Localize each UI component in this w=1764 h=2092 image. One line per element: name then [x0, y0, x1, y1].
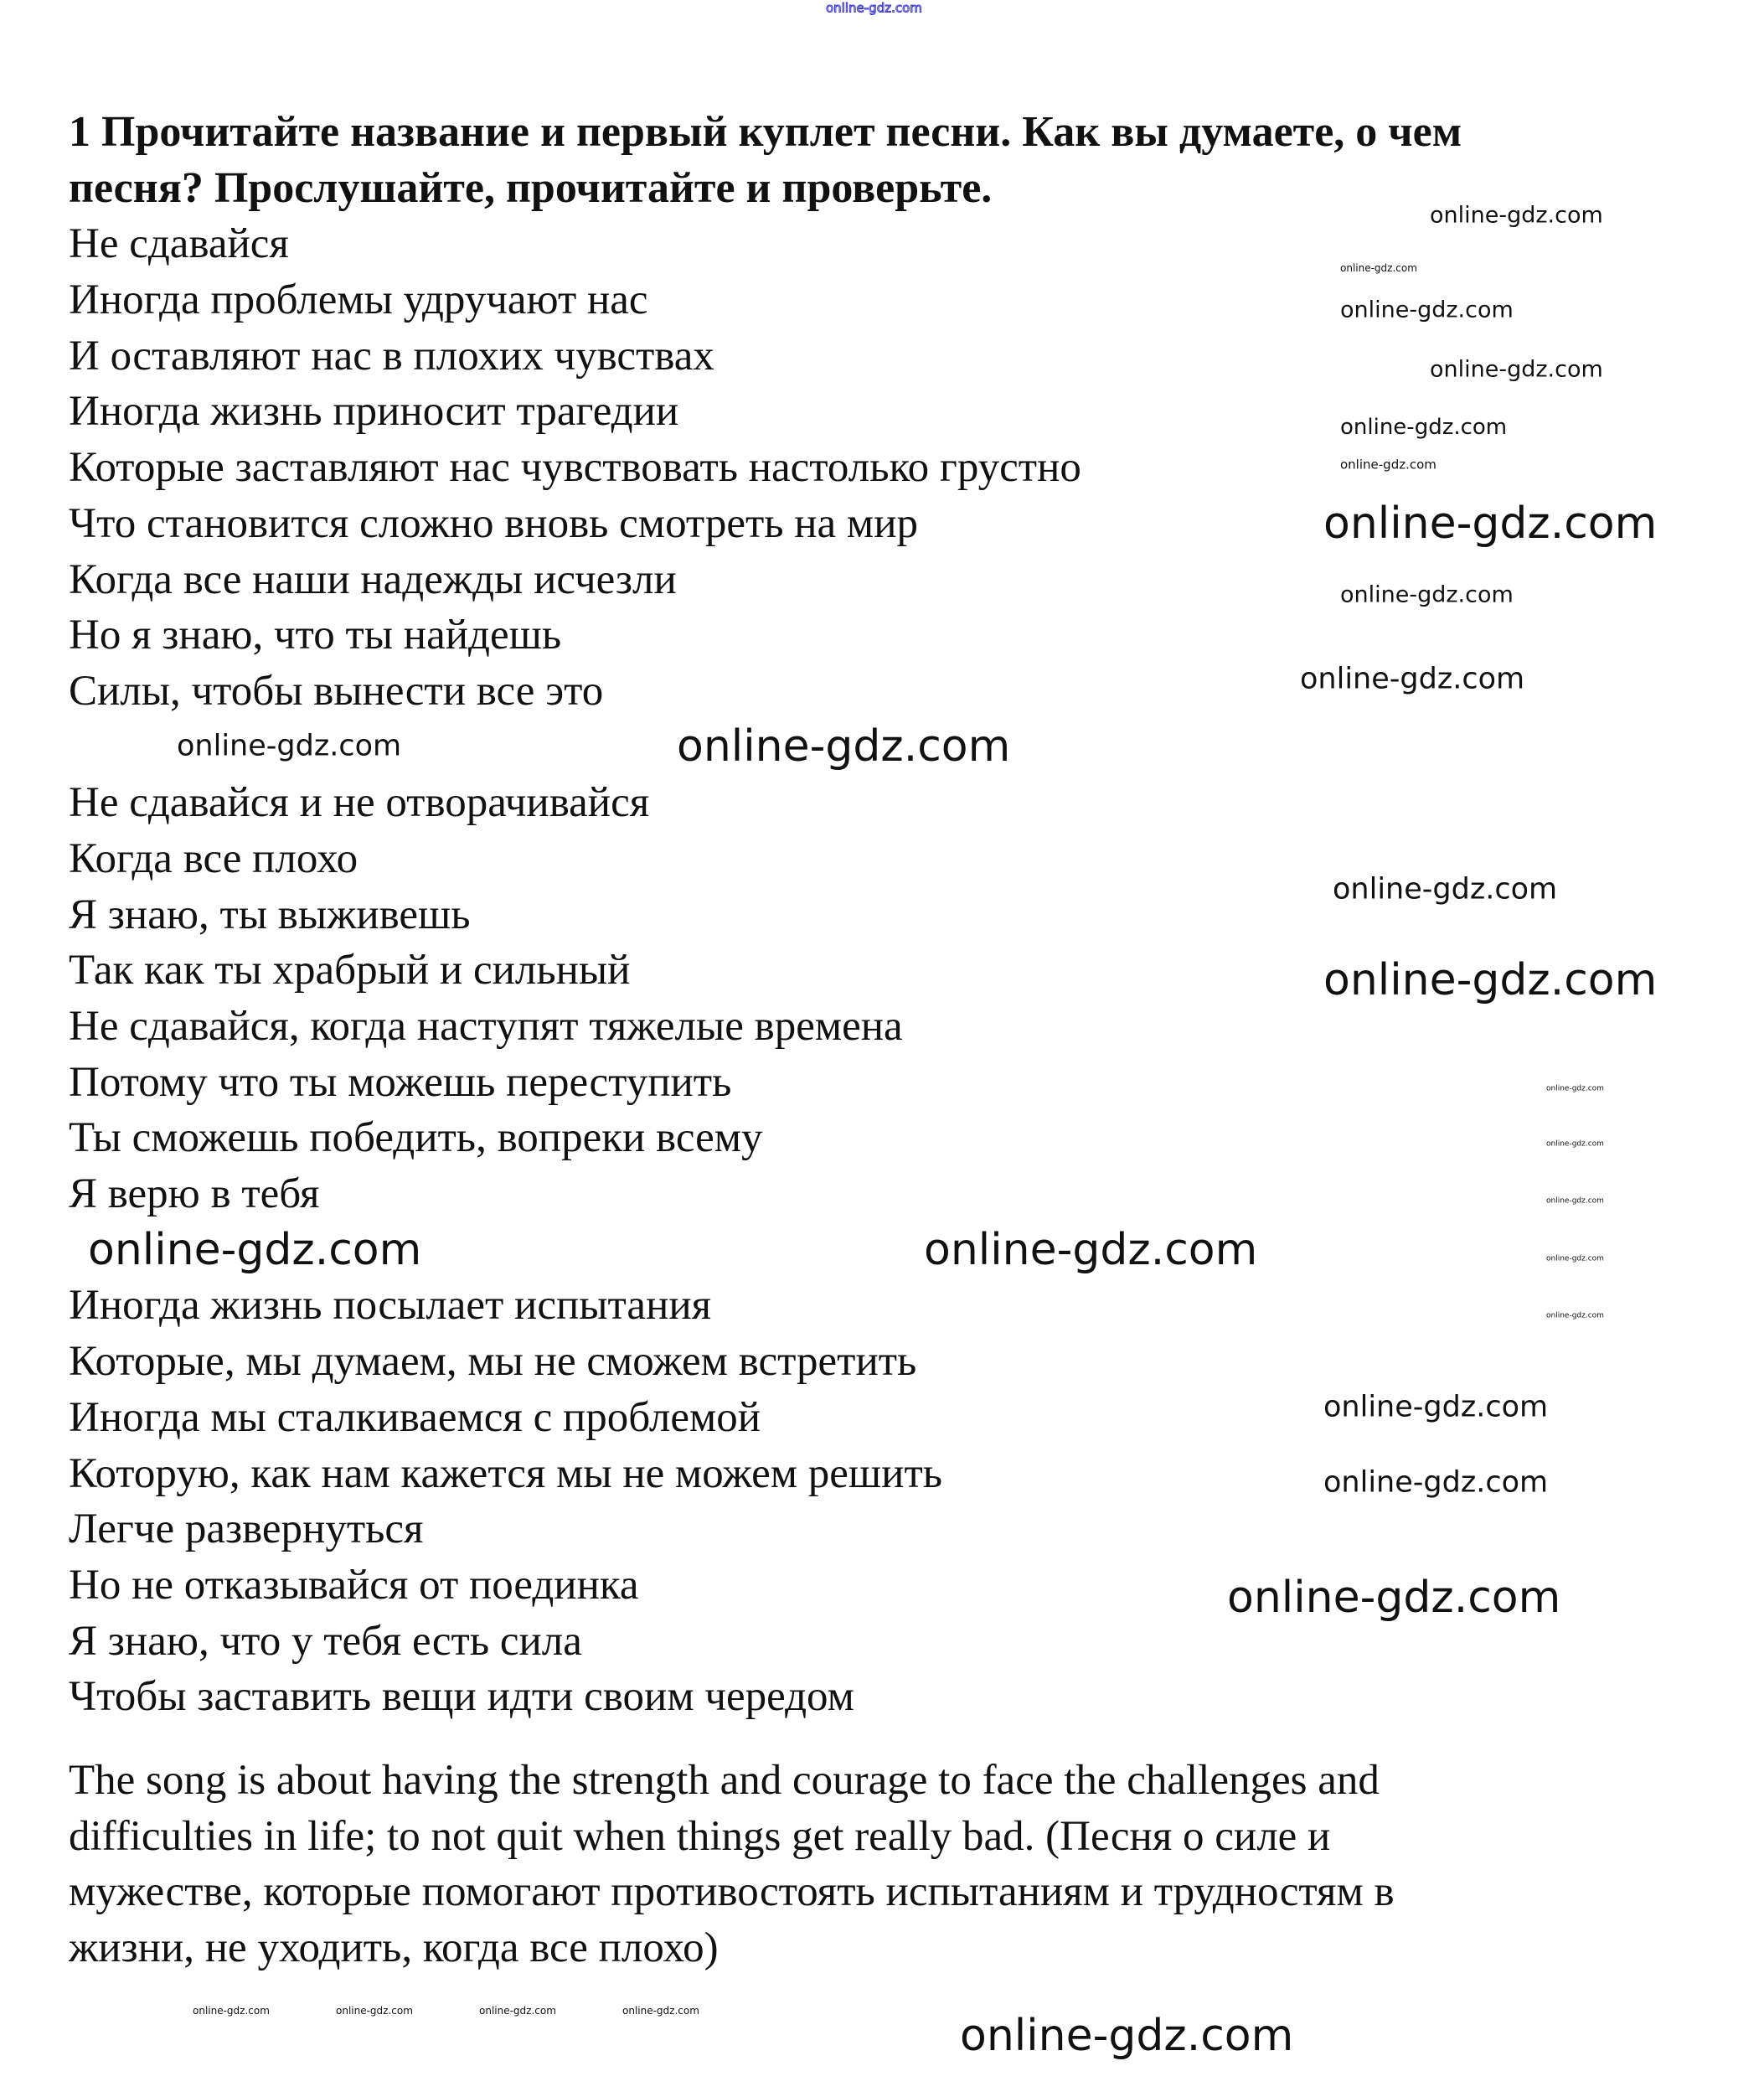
- stanza: [69, 216, 1727, 719]
- lyric-line: Которые, мы думаем, мы не сможем встретить: [69, 1338, 917, 1386]
- lyric-line: Ты сможешь победить, вопреки всему: [69, 1114, 763, 1162]
- answer-line: The song is about having the strength and courage to face the challenges and: [69, 1756, 1380, 1804]
- lyric-line: Я верю в тебя: [69, 1170, 320, 1218]
- watermark-text: online-gdz.com: [1340, 297, 1514, 323]
- watermark-text: online-gdz.com: [1323, 955, 1658, 1005]
- title-line: песня? Прослушайте, прочитайте и проверьте.: [69, 163, 993, 212]
- watermark-text: online-gdz.com: [479, 2005, 556, 2017]
- lyric-line: И оставляют нас в плохих чувствах: [69, 332, 714, 380]
- watermark-text: online-gdz.com: [336, 2005, 413, 2017]
- watermark-text: online-gdz.com: [622, 2005, 699, 2017]
- lyric-line: Иногда проблемы удручают нас: [69, 276, 648, 324]
- document-body: [69, 105, 1727, 1976]
- lyric-line: Которую, как нам кажется мы не можем решить: [69, 1449, 943, 1497]
- watermark-text: online-gdz.com: [1430, 356, 1603, 383]
- lyric-line: Легче развернуться: [69, 1506, 424, 1553]
- lyric-line: Потому что ты можешь переступить: [69, 1058, 732, 1106]
- answer-paragraph: [69, 1753, 1727, 1976]
- lyric-line: Чтобы заставить вещи идти своим чередом: [69, 1673, 854, 1721]
- watermark-text: online-gdz.com: [177, 729, 402, 763]
- watermark-text: online-gdz.com: [1430, 202, 1603, 229]
- stanza: [69, 1278, 1727, 1725]
- watermark-text: online-gdz.com: [1340, 262, 1417, 274]
- answer-line: жизни, не уходить, когда все плохо): [69, 1924, 719, 1971]
- lyric-line: Силы, чтобы вынести все это: [69, 667, 604, 715]
- watermark-text: online-gdz.com: [1227, 1573, 1561, 1623]
- watermark-text: online-gdz.com: [1340, 415, 1508, 440]
- lyric-line: Что становится сложно вновь смотреть на мир: [69, 499, 918, 547]
- lyric-line: Так как ты храбрый и сильный: [69, 947, 631, 994]
- watermark-text: online-gdz.com: [960, 2011, 1294, 2061]
- watermark-text: online-gdz.com: [1323, 1465, 1549, 1500]
- answer-line: мужестве, которые помогают противостоять испытаниям и трудностям в: [69, 1868, 1395, 1916]
- watermark-text: online-gdz.com: [1340, 581, 1514, 608]
- lyric-line: Иногда мы сталкиваемся с проблемой: [69, 1393, 761, 1441]
- watermark-text: online-gdz.com: [1546, 1311, 1604, 1320]
- watermark-text: online-gdz.com: [1323, 498, 1658, 549]
- lyric-line: Я знаю, что у тебя есть сила: [69, 1617, 582, 1665]
- watermark-text: online-gdz.com: [677, 721, 1011, 772]
- watermark-text: online-gdz.com: [826, 0, 922, 16]
- watermark-text: online-gdz.com: [1546, 1254, 1604, 1263]
- watermark-text: online-gdz.com: [193, 2005, 270, 2017]
- lyric-line: Когда все наши надежды исчезли: [69, 555, 677, 603]
- lyric-line: Но не отказывайся от поединка: [69, 1561, 639, 1609]
- watermark-text: online-gdz.com: [1546, 1139, 1604, 1149]
- watermark-text: online-gdz.com: [1340, 457, 1436, 473]
- lyric-line: Не сдавайся: [69, 220, 289, 268]
- lyric-line: Но я знаю, что ты найдешь: [69, 612, 562, 659]
- task-title: [69, 105, 1727, 216]
- watermark-text: online-gdz.com: [1300, 662, 1525, 696]
- lyric-line: Которые заставляют нас чувствовать настолько грустно: [69, 444, 1081, 492]
- watermark-text: online-gdz.com: [1333, 872, 1558, 907]
- watermark-text: online-gdz.com: [924, 1225, 1258, 1275]
- watermark-text: online-gdz.com: [1323, 1390, 1549, 1424]
- watermark-text: online-gdz.com: [1546, 1196, 1604, 1206]
- answer-line: difficulties in life; to not quit when things get really bad. (Песня о силе и: [69, 1812, 1331, 1860]
- lyric-line: Когда все плохо: [69, 834, 358, 882]
- lyric-line: Не сдавайся и не отворачивайся: [69, 779, 650, 827]
- title-line: 1 Прочитайте название и первый куплет песни. Как вы думаете, о чем: [69, 108, 1462, 156]
- lyric-line: Не сдавайся, когда наступят тяжелые времена: [69, 1003, 903, 1050]
- watermark-text: online-gdz.com: [88, 1225, 422, 1275]
- lyric-line: Иногда жизнь посылает испытания: [69, 1282, 712, 1330]
- lyric-line: Иногда жизнь приносит трагедии: [69, 388, 679, 436]
- lyric-line: Я знаю, ты выживешь: [69, 891, 471, 938]
- watermark-text: online-gdz.com: [1546, 1084, 1604, 1093]
